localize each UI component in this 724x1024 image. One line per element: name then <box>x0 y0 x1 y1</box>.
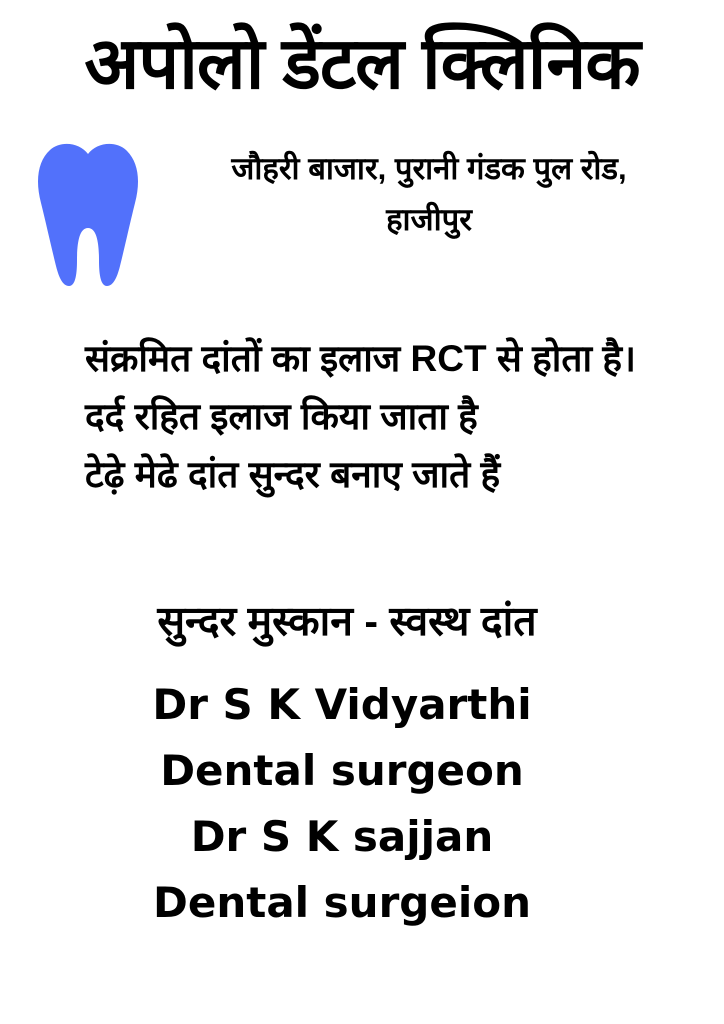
service-line: टेढ़े मेढे दांत सुन्दर बनाए जाते हैं <box>85 454 501 495</box>
doctor-title: Dental surgeion <box>153 878 531 927</box>
service-line: संक्रमित दांतों का इलाज RCT से होता है। <box>85 338 637 379</box>
clinic-slogan: सुन्दर मुस्कान - स्वस्थ दांत <box>157 598 537 644</box>
service-line: दर्द रहित इलाज किया जाता है <box>85 396 478 437</box>
address-line-2: हाजीपुर <box>386 201 472 237</box>
doctors-block <box>0 672 704 936</box>
clinic-address <box>148 144 710 245</box>
address-line-1: जौहरी बाजार, पुरानी गंडक पुल रोड, <box>231 151 627 186</box>
tooth-icon-shape <box>38 144 138 286</box>
doctor-name: Dr S K sajjan <box>190 812 494 861</box>
doctor-title: Dental surgeon <box>160 746 524 795</box>
clinic-name-title: अपोलो डेंटल क्लिनिक <box>84 24 640 104</box>
tooth-icon <box>33 140 143 288</box>
services-text-block <box>85 330 715 504</box>
doctor-name: Dr S K Vidyarthi <box>152 680 532 729</box>
